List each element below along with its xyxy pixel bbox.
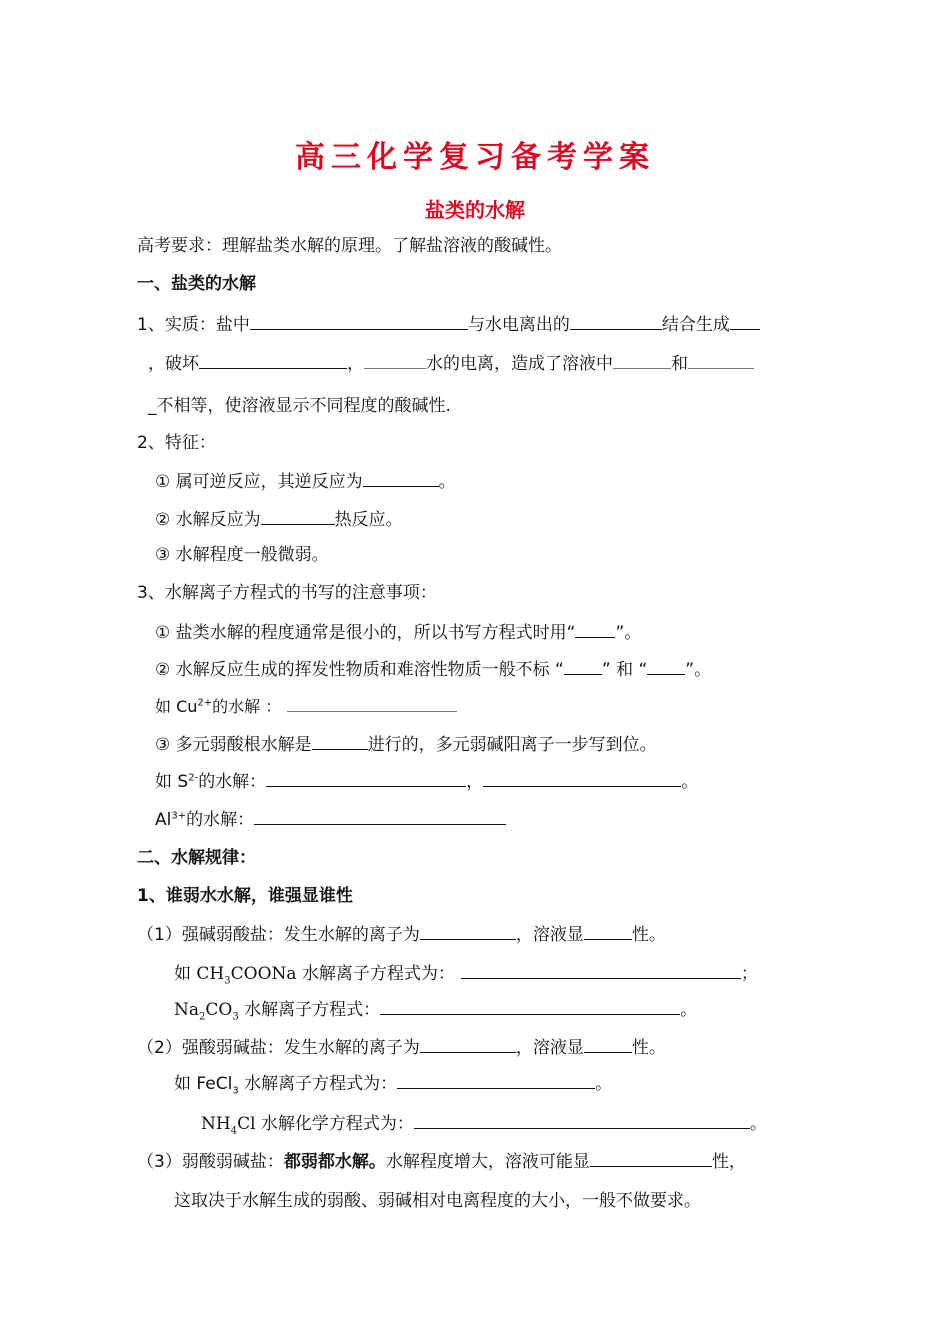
blank-field[interactable] <box>312 731 368 750</box>
case-text: ； <box>740 964 758 984</box>
formula-subscript: 2 <box>199 1011 206 1023</box>
case-text: （3）弱酸弱碱盐： <box>137 1152 284 1172</box>
blank-field[interactable] <box>261 506 335 525</box>
blank-field[interactable] <box>483 768 681 787</box>
blank-field[interactable] <box>397 1070 595 1089</box>
formula-subscript: 4 <box>230 1125 238 1137</box>
case-3-note: 这取决于水解生成的弱酸、弱碱相对电离程度的大小，一般不做要求。 <box>174 1191 701 1211</box>
case-text: 。 <box>595 1074 613 1094</box>
note-text: ， <box>466 772 484 792</box>
case-text: 。 <box>680 1000 698 1020</box>
case-1 <box>137 921 666 947</box>
note-text: 进行的，多元弱碱阳离子一步写到位。 <box>367 735 657 755</box>
charge-superscript: 2- <box>188 772 199 784</box>
note-3 <box>155 731 657 757</box>
blank-field[interactable] <box>688 350 754 369</box>
note-text: ① 盐类水解的程度通常是很小的，所以书写方程式时用“ <box>155 623 576 643</box>
requirements-text: 理解盐类水解的原理。了解盐溶液的酸碱性。 <box>222 236 562 256</box>
essence-text: 与水电离出的 <box>467 315 570 335</box>
charge-superscript: 2+ <box>197 697 213 709</box>
case-text: ，溶液显 <box>515 1038 584 1058</box>
blank-field[interactable] <box>564 656 602 675</box>
formula-subscript: 3 <box>232 1085 239 1097</box>
blank-field[interactable] <box>287 693 457 712</box>
blank-field[interactable] <box>199 350 347 369</box>
blank-field[interactable] <box>254 806 506 825</box>
blank-field[interactable] <box>380 996 680 1015</box>
feature-3: ③ 水解程度一般微弱。 <box>155 545 329 565</box>
feature-text: 。 <box>438 472 456 492</box>
charge-superscript: 3+ <box>171 810 187 822</box>
case-text: 性。 <box>631 925 666 945</box>
essence-line-2 <box>148 350 754 376</box>
essence-text: 1、实质：盐中 <box>137 315 250 335</box>
case-text: NH <box>201 1114 231 1134</box>
case-3 <box>137 1148 746 1174</box>
case-text: Cl 水解化学方程式为： <box>237 1114 414 1134</box>
case-2-example-2 <box>201 1110 767 1136</box>
case-text: 水解离子方程式为： <box>238 1074 398 1094</box>
note-text: ” 和 “ <box>601 660 648 680</box>
page-title: 高三化学复习备考学案 <box>295 140 655 175</box>
note-text: 的水解 ： <box>212 697 282 716</box>
note-text: Al <box>155 810 172 830</box>
case-text: Na <box>174 1000 200 1020</box>
section2-heading: 二、水解规律： <box>137 848 256 868</box>
essence-text: ， <box>347 354 364 374</box>
section1-heading: 一、盐类的水解 <box>137 274 256 294</box>
feature-text: 热反应。 <box>334 510 403 530</box>
al-hydrolysis <box>155 806 506 832</box>
case-text: 。 <box>749 1114 767 1134</box>
blank-field[interactable] <box>266 768 466 787</box>
note-1 <box>155 619 641 645</box>
case-text: 水解离子方程式： <box>238 1000 381 1020</box>
page-subtitle: 盐类的水解 <box>425 198 525 222</box>
case-text: （2）强酸弱碱盐：发生水解的离子为 <box>137 1038 420 1058</box>
blank-field[interactable] <box>364 350 426 369</box>
case-text: ，溶液显 <box>515 925 584 945</box>
features-heading: 2、特征： <box>137 433 216 453</box>
note-text: ② 水解反应生成的挥发性物质和难溶性物质一般不标 “ <box>155 660 564 680</box>
case-text: （1）强碱弱酸盐：发生水解的离子为 <box>137 925 420 945</box>
cu-hydrolysis <box>155 693 457 719</box>
essence-text: 结合生成 <box>661 315 730 335</box>
rule-1: 1、谁弱水水解，谁强显谁性 <box>137 886 353 906</box>
blank-field[interactable] <box>363 468 439 487</box>
case-text: CO <box>205 1000 233 1020</box>
essence-text: 水的电离，造成了溶液中 <box>426 354 613 374</box>
note-text: 。 <box>681 772 699 792</box>
blank-field[interactable] <box>420 921 516 940</box>
case-1-example-1 <box>174 960 758 986</box>
formula-subscript: 3 <box>232 1011 239 1023</box>
case-emphasis: 都弱都水解。 <box>283 1152 386 1172</box>
feature-1 <box>155 468 456 494</box>
blank-field[interactable] <box>414 1110 750 1129</box>
case-text: 水解程度增大，溶液可能显 <box>385 1152 590 1172</box>
blank-field[interactable] <box>584 1034 632 1053</box>
case-text: 如 FeCl <box>174 1074 233 1094</box>
feature-text: ② 水解反应为 <box>155 510 261 530</box>
blank-field[interactable] <box>250 311 468 330</box>
blank-field[interactable] <box>575 619 615 638</box>
blank-field[interactable] <box>461 960 741 979</box>
case-1-example-2 <box>174 996 697 1022</box>
exam-requirements <box>137 234 562 258</box>
blank-field[interactable] <box>584 921 632 940</box>
blank-field[interactable] <box>420 1034 516 1053</box>
note-text: ”。 <box>685 660 712 680</box>
s-hydrolysis <box>155 768 698 794</box>
blank-field[interactable] <box>730 311 760 330</box>
blank-field[interactable] <box>613 350 671 369</box>
feature-text: ① 属可逆反应，其逆反应为 <box>155 472 363 492</box>
formula-subscript: 3 <box>224 975 231 987</box>
essence-line-3: _不相等，使溶液显示不同程度的酸碱性. <box>148 396 451 416</box>
essence-text: ，破坏 <box>148 354 199 374</box>
blank-field[interactable] <box>590 1148 712 1167</box>
case-2-example-1 <box>174 1070 612 1096</box>
blank-field[interactable] <box>647 656 685 675</box>
blank-field[interactable] <box>570 311 662 330</box>
essence-text: 和 <box>671 354 688 374</box>
case-text: 如 CH <box>174 964 225 984</box>
case-text: 性， <box>711 1152 746 1172</box>
case-text: 性。 <box>631 1038 666 1058</box>
note-text: 的水解： <box>186 810 255 830</box>
essence-line-1 <box>137 311 760 337</box>
note-text: 的水解： <box>198 772 267 792</box>
note-2 <box>155 656 711 682</box>
note-text: 如 Cu <box>155 697 198 716</box>
note-text: 如 S <box>155 772 189 792</box>
case-text: COONa 水解离子方程式为： <box>230 964 455 984</box>
note-text: ③ 多元弱酸根水解是 <box>155 735 312 755</box>
feature-2 <box>155 506 403 532</box>
requirements-label: 高考要求： <box>137 236 222 256</box>
note-text: ”。 <box>615 623 642 643</box>
notes-heading: 3、水解离子方程式的书写的注意事项： <box>137 583 437 603</box>
case-2 <box>137 1034 666 1060</box>
